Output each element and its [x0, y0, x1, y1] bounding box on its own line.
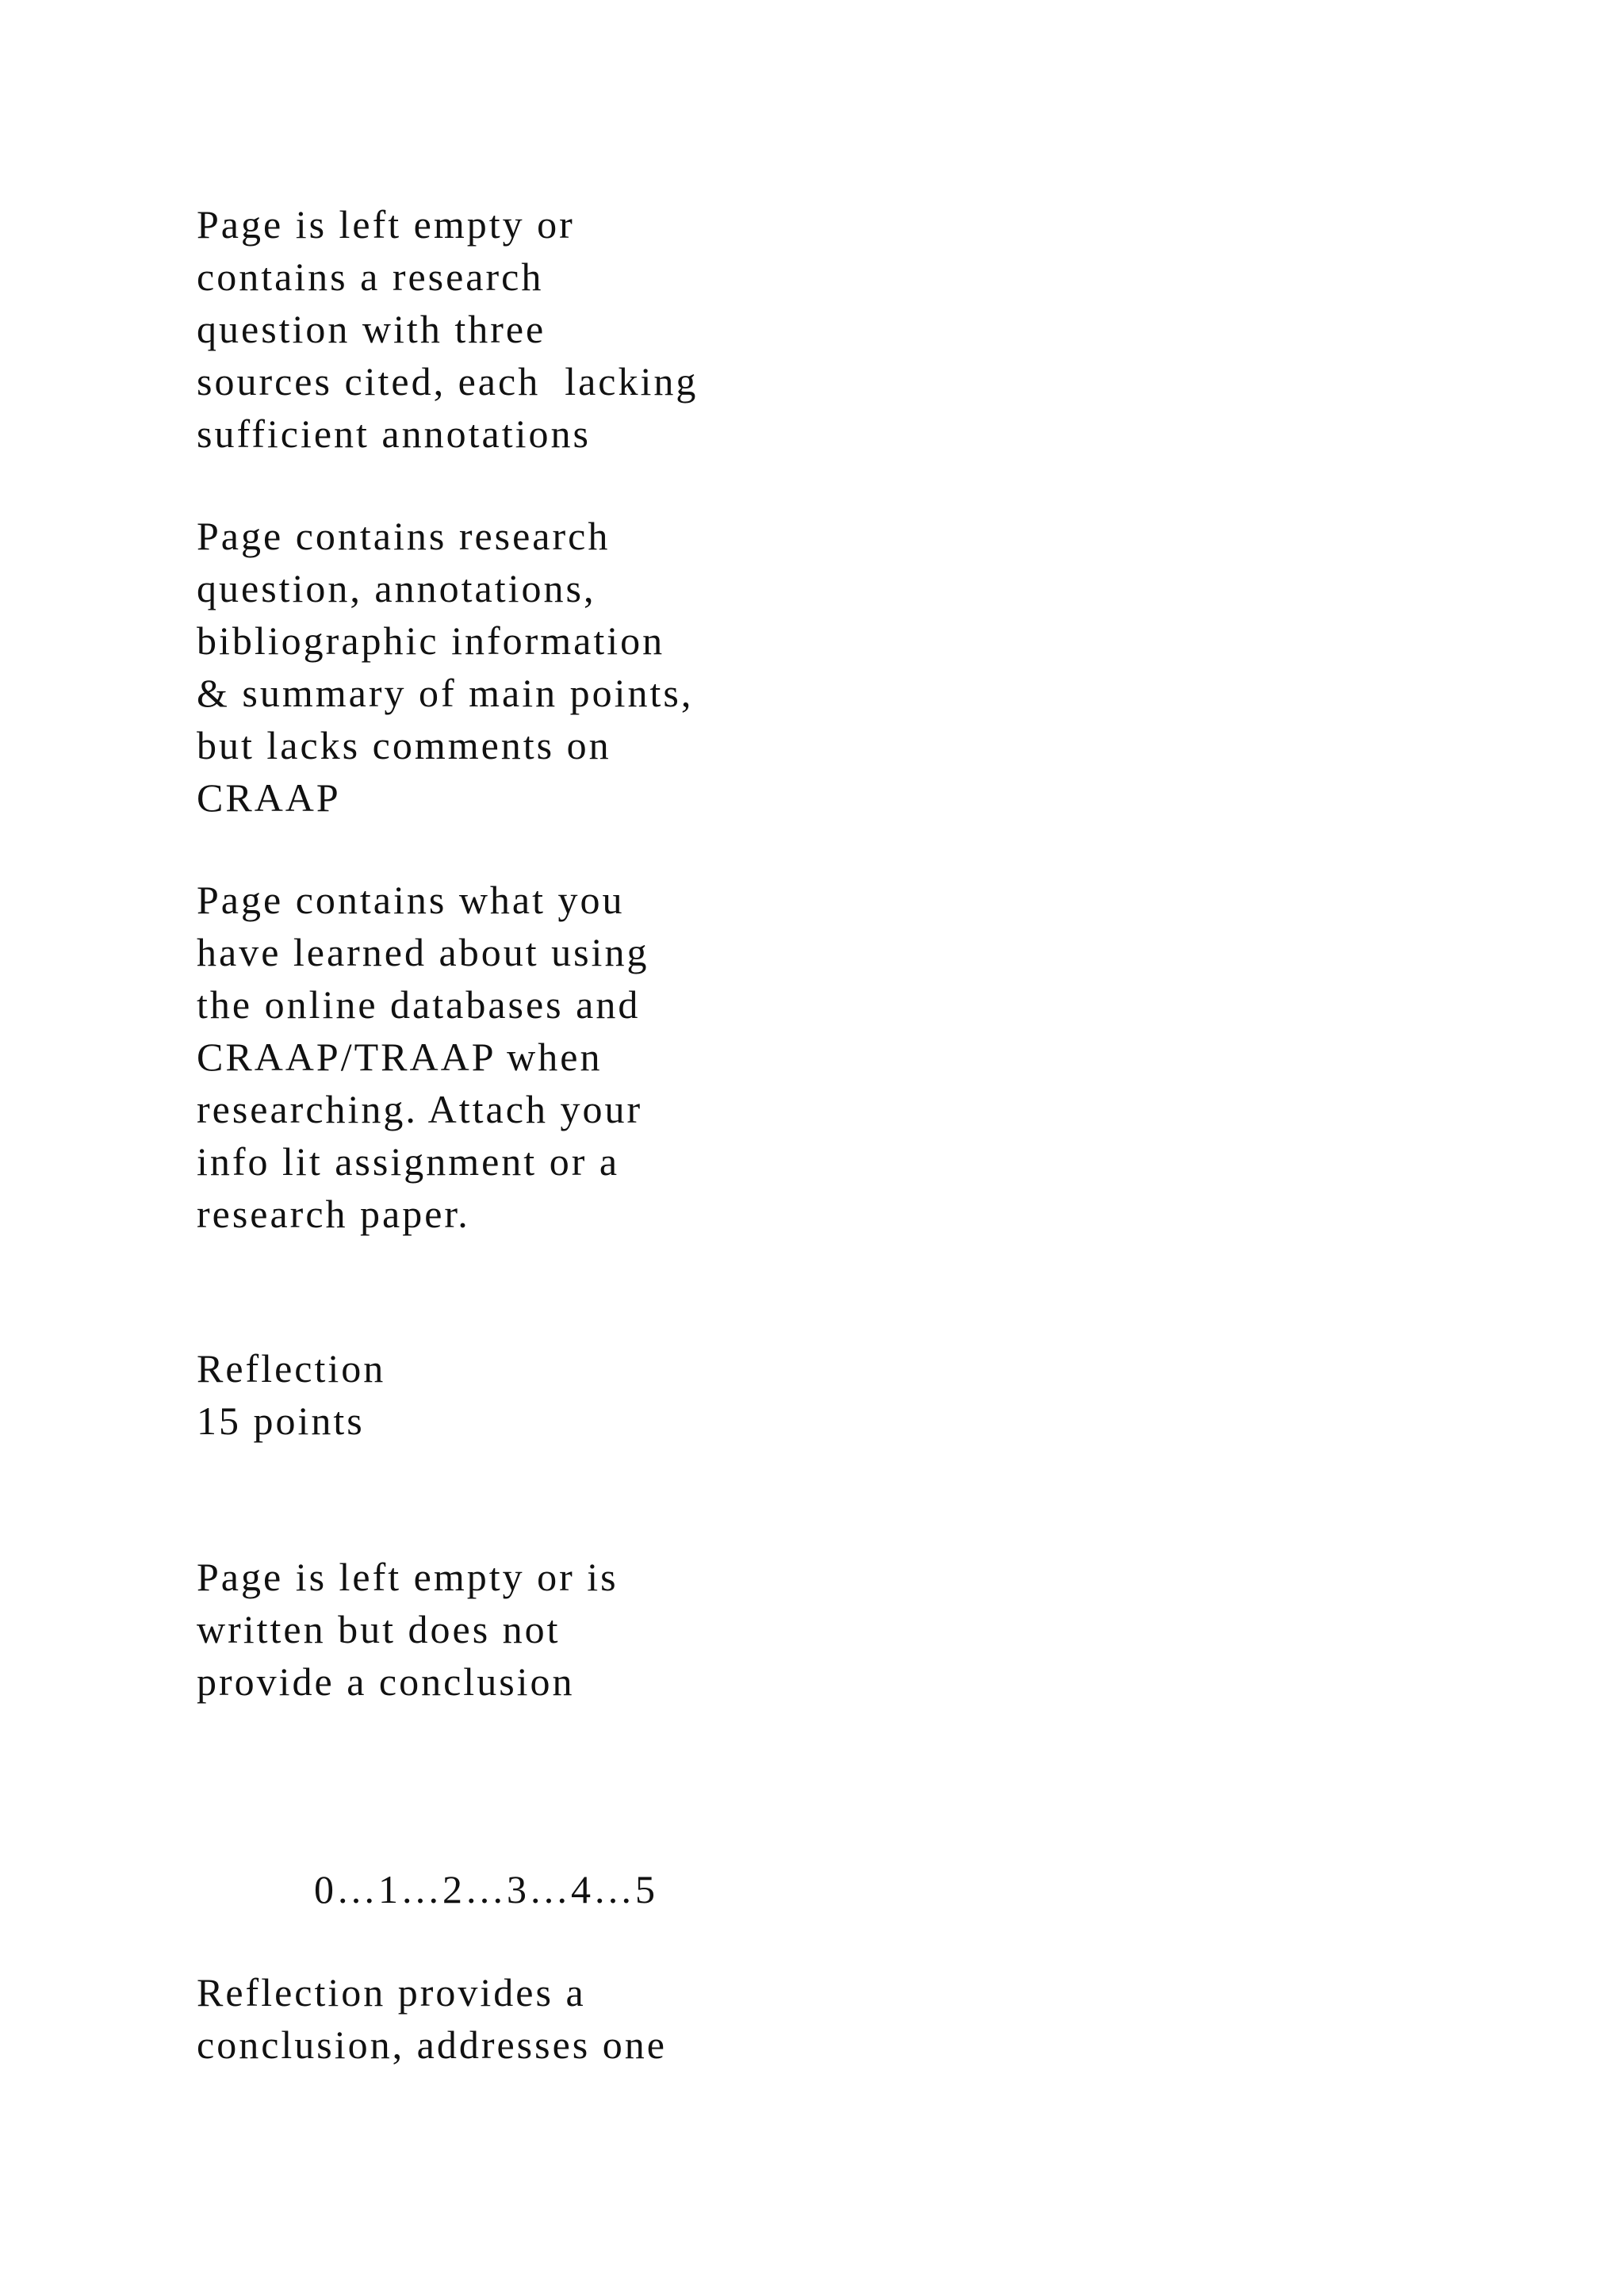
rubric-empty-or-insufficient-annotations: Page is left empty or contains a research question with three sources cited, each lacking sufficient annotations [197, 202, 699, 456]
rubric-lacks-craap-comments: Page contains research question, annotations, bibliographic information & summary of main points, but lacks comments on CRAAP [197, 514, 694, 820]
reflection-heading: Reflection 15 points [197, 1346, 386, 1443]
score-scale: 0…1…2…3…4…5 [314, 1867, 657, 1911]
reflection-empty-criterion: Page is left empty or is written but does not provide a conclusion [197, 1555, 619, 1704]
reflection-conclusion-criterion: Reflection provides a conclusion, addresses one [197, 1970, 667, 2067]
rubric-databases-and-craap-traap: Page contains what you have learned about using the online databases and CRAAP/TRAAP when researching. Attach your info lit assignment or a research paper. [197, 878, 649, 1236]
